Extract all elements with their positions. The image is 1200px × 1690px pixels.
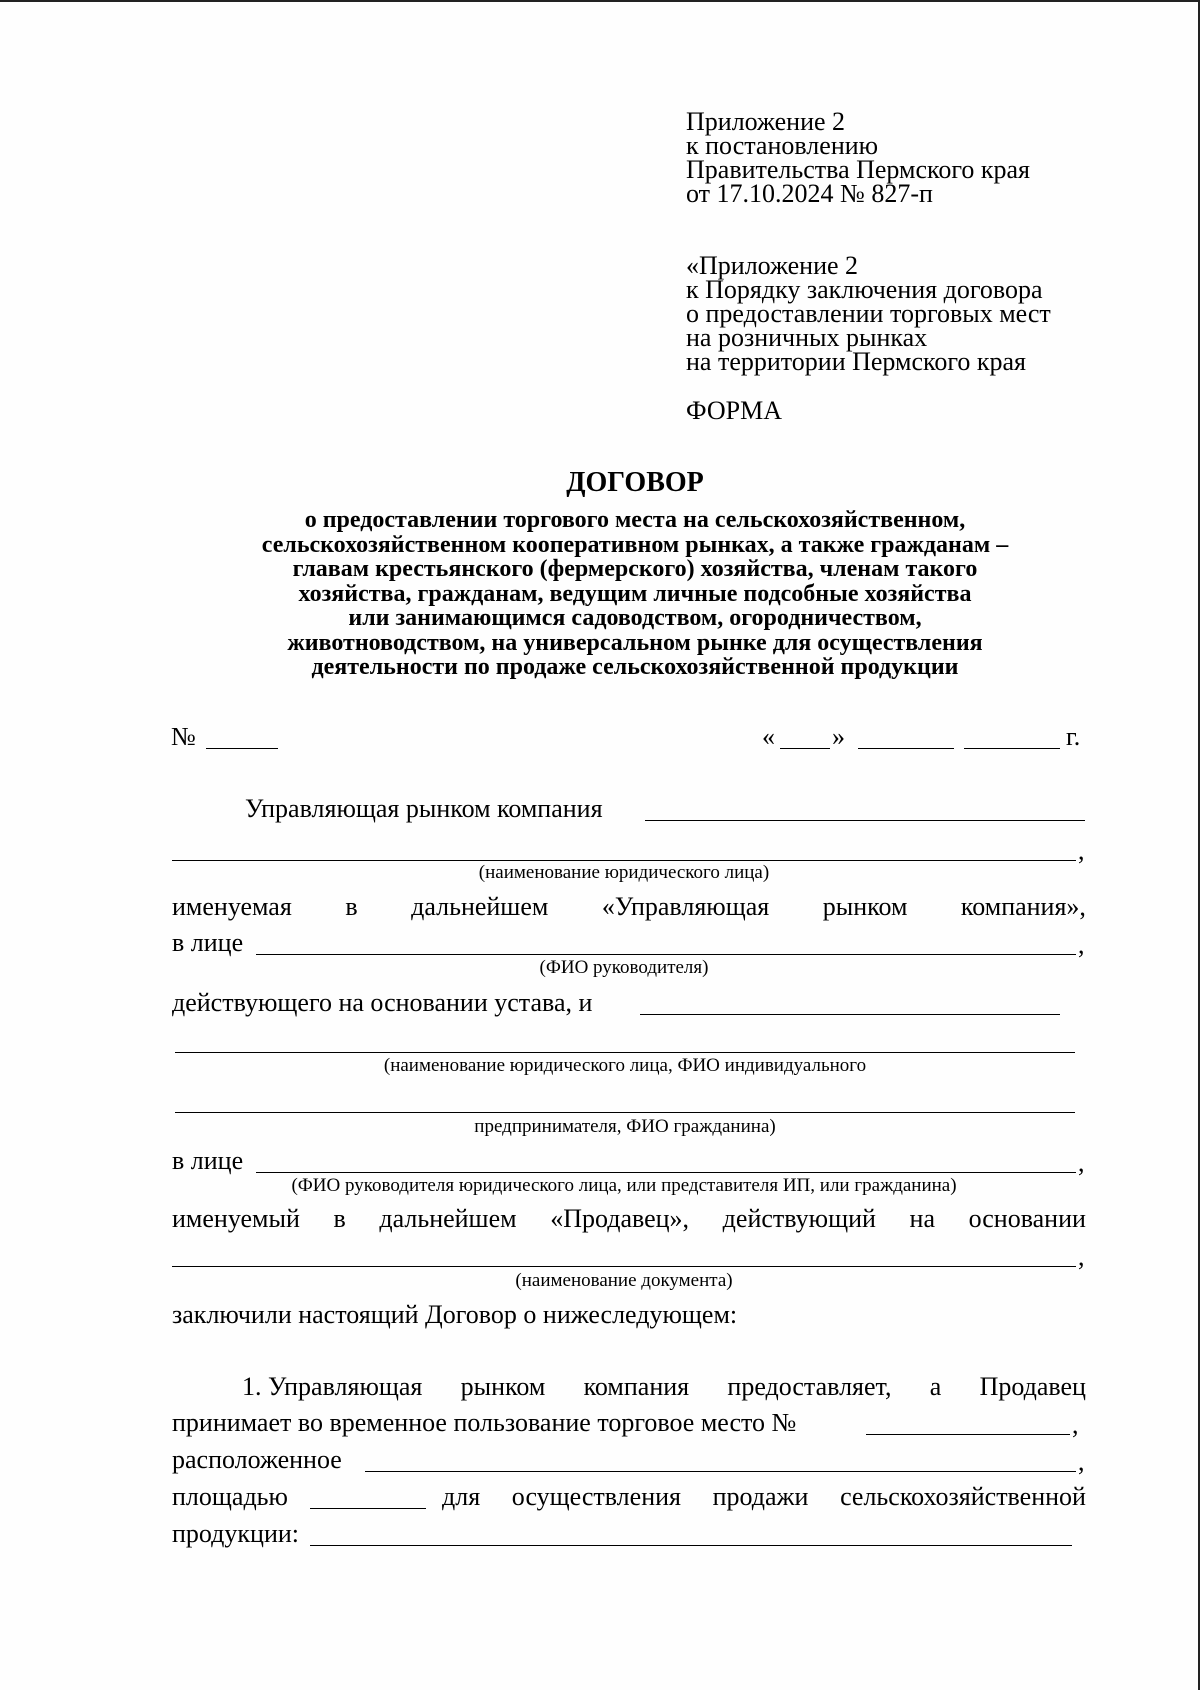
annex-line: на розничных рынках [686,323,928,352]
company-label: Управляющая рынком компания [245,794,603,823]
word: продажи [712,1482,809,1511]
document-subtitle [160,508,1110,680]
company-name-field[interactable] [645,820,1085,821]
date-day-field[interactable] [780,748,830,749]
in-person-label: в лице [172,928,244,957]
word: Продавец [979,1372,1086,1401]
annex-line: Приложение 2 [686,107,846,136]
subtitle-line: о предоставлении торгового места на сельскохозяйственном, [304,507,966,533]
word: 1. Управляющая [242,1372,423,1401]
products-label: продукции: [172,1519,299,1548]
word: предоставляет, [727,1372,892,1401]
trading-place-number-field[interactable] [866,1434,1070,1435]
document-title: ДОГОВОР [566,467,704,498]
word: дальнейшем [411,892,549,921]
company-name-field-cont[interactable] [172,860,1076,861]
word: на [909,1204,935,1233]
contract-number-field[interactable] [206,748,278,749]
concluded-text: заключили настоящий Договор о нижеследующем: [172,1300,738,1329]
subtitle-line: сельскохозяйственном кооперативном рынках, а также гражданам – [261,531,1009,558]
basis-document-field[interactable] [172,1266,1076,1267]
word: «Продавец», [550,1204,690,1233]
order-annex-header [686,251,1051,376]
comma: , [1078,1148,1085,1177]
annex-line: «Приложение 2 [686,251,859,280]
word: действующий [722,1204,876,1233]
acting-charter-text: действующего на основании устава, и [172,988,593,1017]
in-person-label: в лице [172,1146,244,1175]
subtitle-line: животноводством, на универсальном рынке для осуществления [287,629,983,656]
seller-name-field-cont2[interactable] [175,1112,1075,1113]
named-company-line [172,892,1086,922]
word: именуемая [172,892,292,921]
head-name-field[interactable] [256,954,1076,955]
word: компания [583,1372,690,1401]
word: рынком [822,892,908,921]
annex-header [686,107,1030,208]
form-label: ФОРМА [686,396,782,425]
comma: , [1078,1242,1085,1271]
named-seller-line [172,1204,1086,1234]
annex-line: к постановлению [686,131,879,160]
caption-head: (ФИО руководителя) [539,957,709,978]
contract-number-label: № [171,722,196,751]
date-year-suffix: г. [1066,722,1081,751]
subtitle-line: главам крестьянского (фермерского) хозяйства, членам такого [292,556,978,582]
word: осуществления [511,1482,681,1511]
seller-name-field-cont[interactable] [175,1052,1075,1053]
annex-line: о предоставлении торговых мест [686,299,1051,328]
word: а [929,1372,942,1401]
area-field[interactable] [310,1508,426,1509]
caption-legal-name: (наименование юридического лица) [478,862,770,883]
comma: , [1072,1410,1079,1439]
paragraph-1-line2: принимает во временное пользование торговое место № [172,1408,797,1437]
area-purpose-line [442,1482,1086,1512]
comma: , [1078,836,1085,865]
word: сельскохозяйственной [840,1482,1086,1511]
annex-line: к Порядку заключения договора [686,275,1043,304]
word: компания», [960,892,1086,921]
word: дальнейшем [379,1204,517,1233]
caption-representative: (ФИО руководителя юридического лица, или представителя ИП, или гражданина) [291,1175,957,1196]
subtitle-line: деятельности по продаже сельскохозяйственной продукции [311,654,959,680]
comma: , [1078,930,1085,959]
word: рынком [460,1372,546,1401]
comma: , [1078,1447,1085,1476]
seller-name-field[interactable] [640,1014,1060,1015]
date-open-quote: « [762,722,775,751]
word: основании [968,1204,1086,1233]
word: «Управляющая [601,892,770,921]
word: именуемый [172,1204,300,1233]
caption-document: (наименование документа) [515,1270,733,1291]
date-month-field[interactable] [858,748,954,749]
subtitle-line: или занимающимся садоводством, огородничеством, [348,605,922,631]
products-field[interactable] [310,1545,1072,1546]
located-label: расположенное [172,1445,342,1474]
annex-line: от 17.10.2024 № 827-п [686,179,933,208]
date-close-quote: » [832,722,845,751]
area-label: площадью [172,1482,288,1511]
word: в [345,892,358,921]
word: в [333,1204,346,1233]
subtitle-line: хозяйства, гражданам, ведущим личные подсобные хозяйства [298,580,972,607]
location-field[interactable] [365,1471,1076,1472]
caption-seller: (наименование юридического лица, ФИО индивидуального [383,1055,867,1076]
representative-name-field[interactable] [256,1172,1076,1173]
word: для [442,1482,481,1511]
paragraph-1-line1 [242,1372,1086,1402]
annex-line: на территории Пермского края [686,347,1026,376]
caption-seller-cont: предпринимателя, ФИО гражданина) [474,1116,776,1137]
date-year-field[interactable] [964,748,1060,749]
annex-line: Правительства Пермского края [686,155,1030,184]
